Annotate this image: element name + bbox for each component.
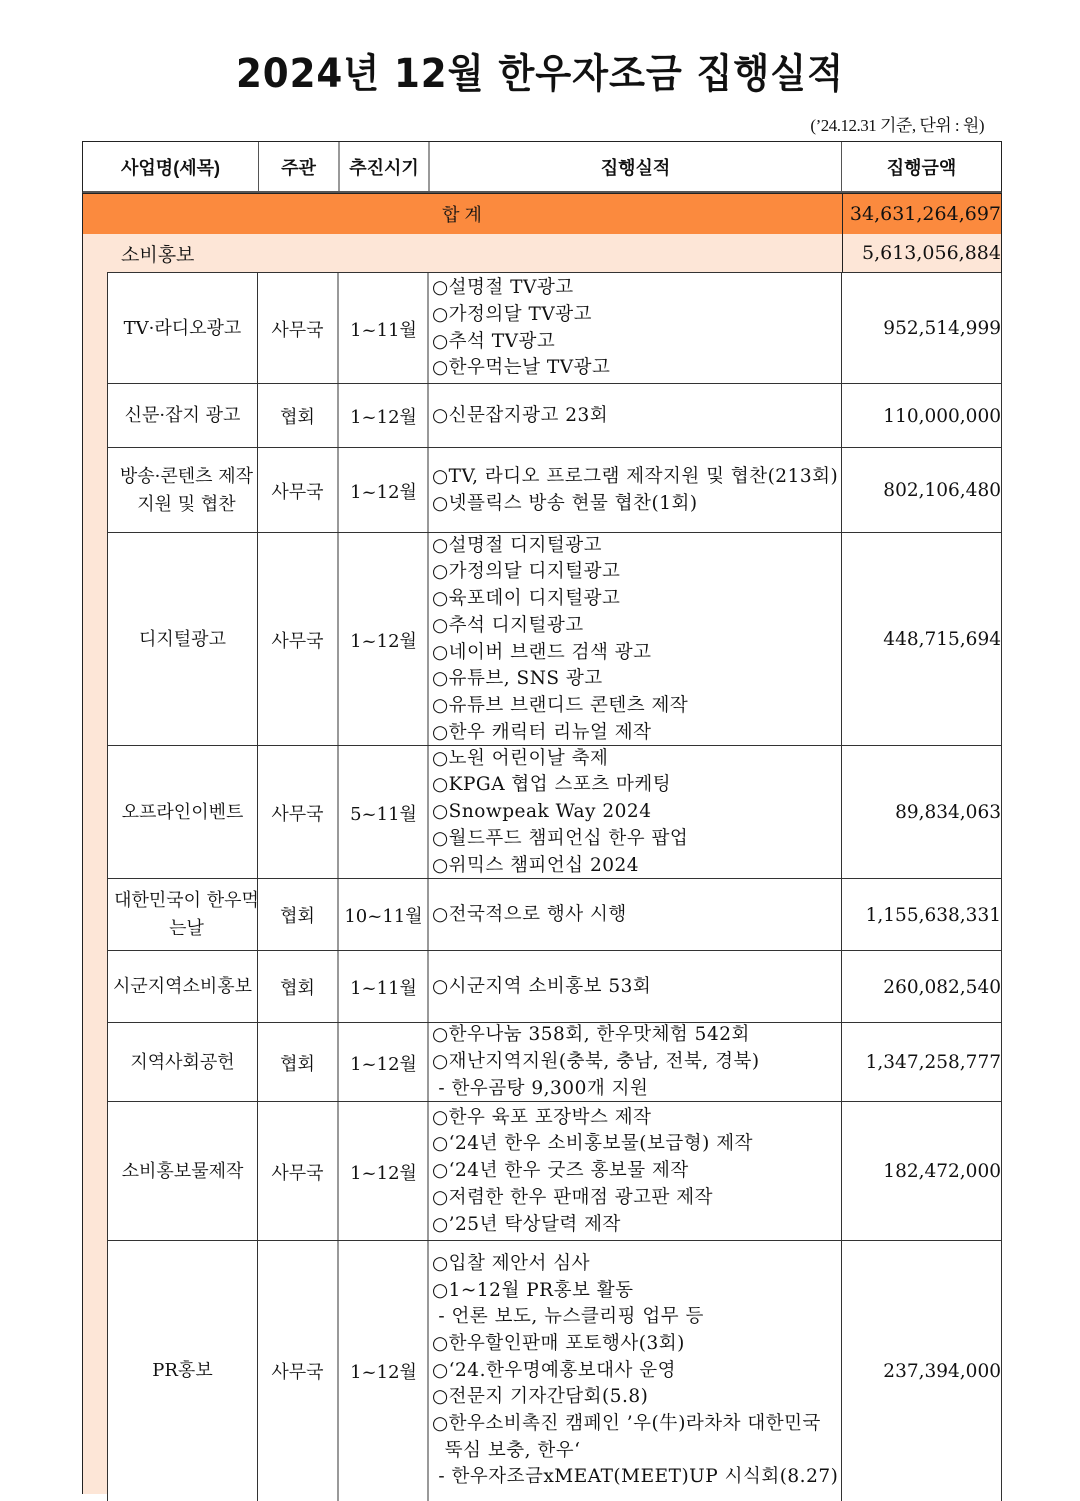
table-row <box>107 1240 1001 1501</box>
organizer: 사무국 <box>257 533 337 746</box>
result-item: ○‘24년 한우 소비홍보물(보급형) 제작 <box>432 1133 753 1155</box>
period: 1~12월 <box>337 1023 428 1102</box>
unit-note: (’24.12.31 기준, 단위 : 원) <box>810 116 984 135</box>
result-item: ○네이버 브랜드 검색 광고 <box>432 641 652 663</box>
table-row <box>107 1022 1001 1102</box>
organizer: 협회 <box>257 879 337 951</box>
result-item: ○TV, 라디오 프로그램 제작지원 및 협찬(213회) <box>432 465 839 487</box>
total-label: 합 계 <box>442 205 482 225</box>
results-list <box>427 879 840 951</box>
results-list <box>427 1102 840 1241</box>
project-name: PR홍보 <box>107 1241 257 1501</box>
result-item: ○한우나눔 358회, 한우맛체험 542회 <box>432 1024 750 1046</box>
result-item: ○월드푸드 챔피언십 한우 팝업 <box>432 827 689 849</box>
table-row <box>107 532 1001 746</box>
result-item: ○노원 어린이날 축제 <box>432 747 609 769</box>
table-row <box>107 878 1001 951</box>
result-item: ○위믹스 챔피언십 2024 <box>432 854 640 876</box>
organizer: 사무국 <box>257 1102 337 1241</box>
table-row <box>107 383 1001 448</box>
results-list <box>427 384 840 448</box>
result-item: ○KPGA 협업 스포츠 마케팅 <box>432 774 672 796</box>
period: 10~11월 <box>337 879 428 951</box>
result-item: ○’25년 탁상달력 제작 <box>432 1213 621 1235</box>
header-organizer: 주관 <box>281 157 316 178</box>
result-item: ○육포데이 디지털광고 <box>432 588 621 610</box>
table-row <box>107 745 1001 879</box>
amount: 802,106,480 <box>841 448 1002 533</box>
amount: 260,082,540 <box>841 951 1002 1023</box>
result-item: ○넷플릭스 방송 현물 협찬(1회) <box>432 492 698 514</box>
result-item: ○설명절 디지털광고 <box>432 534 602 556</box>
result-item: ○재난지역지원(충북, 충남, 전북, 경북) <box>432 1051 760 1073</box>
result-item: ○설명절 TV광고 <box>432 277 574 299</box>
period: 1~12월 <box>337 1241 428 1501</box>
table-row <box>107 447 1001 533</box>
header-amount: 집행금액 <box>886 157 957 178</box>
amount: 89,834,063 <box>841 746 1002 879</box>
result-item: ○신문잡지광고 23회 <box>432 404 609 426</box>
results-list <box>427 273 840 384</box>
period: 1~11월 <box>337 951 428 1023</box>
project-name: TV·라디오광고 <box>107 273 257 384</box>
organizer: 사무국 <box>257 746 337 879</box>
result-item: ○유튜브 브랜디드 콘텐츠 제작 <box>432 694 689 716</box>
result-item: ○Snowpeak Way 2024 <box>432 801 652 823</box>
result-item: ○가정의달 TV광고 <box>432 303 592 325</box>
result-item: ○입찰 제안서 심사 <box>432 1252 591 1274</box>
amount: 237,394,000 <box>841 1241 1002 1501</box>
result-item: - 언론 보도, 뉴스클리핑 업무 등 <box>432 1306 704 1328</box>
period: 1~12월 <box>337 533 428 746</box>
results-list <box>427 1023 840 1102</box>
table-row <box>107 272 1001 384</box>
amount: 110,000,000 <box>841 384 1002 448</box>
result-item: 뚝심 보충, 한우‘ <box>432 1439 581 1461</box>
page-title: 2024년 12월 한우자조금 집행실적 <box>235 51 845 97</box>
results-list <box>427 533 840 746</box>
result-item: ○한우 육포 포장박스 제작 <box>432 1106 652 1128</box>
period: 5~11월 <box>337 746 428 879</box>
project-name: 오프라인이벤트 <box>107 746 257 879</box>
result-item: ○가정의달 디지털광고 <box>432 561 621 583</box>
result-item: - 한우곰탕 9,300개 지원 <box>432 1077 649 1099</box>
result-item: ○한우할인판매 포토행사(3회) <box>432 1332 685 1354</box>
period: 1~12월 <box>337 384 428 448</box>
result-item: ○1~12월 PR홍보 활동 <box>432 1279 634 1301</box>
result-item: ○추석 TV광고 <box>432 330 556 352</box>
result-item: ○‘24.한우명예홍보대사 운영 <box>432 1359 677 1381</box>
organizer: 협회 <box>257 1023 337 1102</box>
organizer: 사무국 <box>257 273 337 384</box>
project-name: 소비홍보물제작 <box>107 1102 257 1241</box>
result-item: ○시군지역 소비홍보 53회 <box>432 975 652 997</box>
category-label: 소비홍보 <box>121 244 195 266</box>
amount: 448,715,694 <box>841 533 1002 746</box>
result-item: ○한우 캐릭터 리뉴얼 제작 <box>432 721 652 743</box>
organizer: 협회 <box>257 951 337 1023</box>
result-item: - 한우자조금xMEAT(MEET)UP 시식회(8.27) <box>432 1466 839 1488</box>
header-period: 추진시기 <box>349 157 419 178</box>
amount: 182,472,000 <box>841 1102 1002 1241</box>
result-item: ○‘24년 한우 굿즈 홍보물 제작 <box>432 1160 689 1182</box>
table-header <box>82 141 1002 194</box>
header-results: 집행실적 <box>600 157 671 178</box>
project-name: 신문·잡지 광고 <box>107 384 257 448</box>
organizer: 사무국 <box>257 448 337 533</box>
project-name: 지역사회공헌 <box>107 1023 257 1102</box>
result-item: ○한우소비촉진 캠페인 ’우(牛)라차차 대한민국 <box>432 1413 821 1435</box>
period: 1~11월 <box>337 273 428 384</box>
project-name: 대한민국이 한우먹는날 <box>107 879 265 951</box>
amount: 952,514,999 <box>841 273 1002 384</box>
result-item: ○저렴한 한우 판매점 광고판 제작 <box>432 1186 713 1208</box>
results-list <box>427 951 840 1023</box>
result-item: ○전국적으로 행사 시행 <box>432 903 627 925</box>
table-row <box>107 1101 1001 1241</box>
amount: 1,347,258,777 <box>841 1023 1002 1102</box>
project-name: 디지털광고 <box>107 533 257 746</box>
period: 1~12월 <box>337 1102 428 1241</box>
result-item: ○추석 디지털광고 <box>432 614 584 636</box>
results-list <box>427 1241 840 1501</box>
amount: 1,155,638,331 <box>841 879 1002 951</box>
result-item: ○전문지 기자간담회(5.8) <box>432 1386 649 1408</box>
project-name: 방송·콘텐츠 제작지원 및 협찬 <box>107 448 265 533</box>
total-amount: 34,631,264,697 <box>842 194 1001 234</box>
total-row <box>82 193 1002 235</box>
table-row <box>107 950 1001 1023</box>
organizer: 협회 <box>257 384 337 448</box>
category-amount: 5,613,056,884 <box>842 234 1001 273</box>
result-item: ○유튜브, SNS 광고 <box>432 668 603 690</box>
organizer: 사무국 <box>257 1241 337 1501</box>
project-name: 시군지역소비홍보 <box>107 951 257 1023</box>
header-project-name: 사업명(세목) <box>121 157 220 178</box>
results-list <box>427 746 840 879</box>
period: 1~12월 <box>337 448 428 533</box>
result-item: ○한우먹는날 TV광고 <box>432 357 611 379</box>
results-list <box>427 448 840 533</box>
